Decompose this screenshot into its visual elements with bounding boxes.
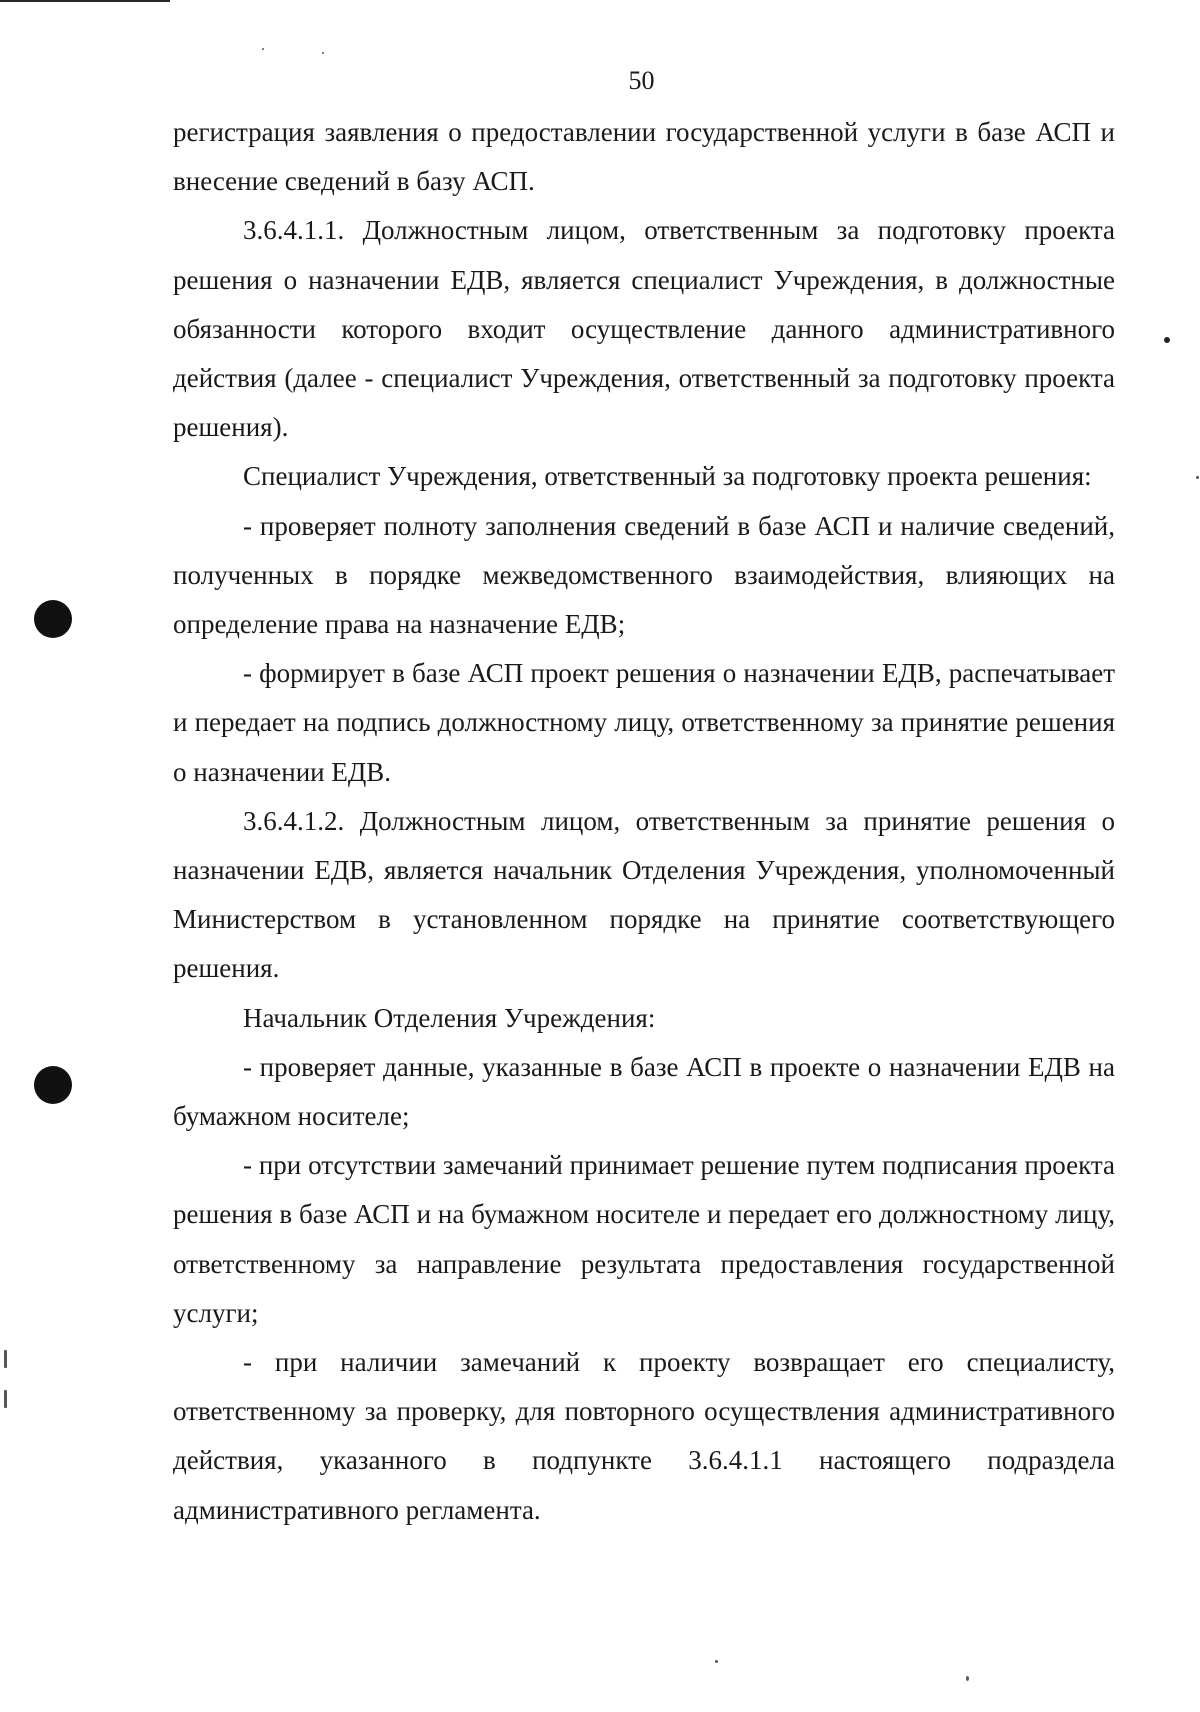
scan-speck: [322, 52, 324, 54]
document-body: [173, 108, 1115, 1535]
scan-speck: [715, 1660, 718, 1663]
scan-edge-line: [0, 0, 170, 2]
paragraph-specialist-forms: - формирует в базе АСП проект решения о назначении ЕДВ, распечатывает и передает на подпись должностному лицу, ответственному за принятие решения о назначении ЕДВ.: [173, 658, 1115, 787]
paragraph-3-6-4-1-1: 3.6.4.1.1. Должностным лицом, ответственным за подготовку проекта решения о назначении ЕДВ, является специалист Учреждения, в должностные обязанности которого входит осуществление данного административного действия (далее - специалист Учреждения, ответственный за подготовку проекта решения).: [173, 215, 1115, 443]
scan-speck: [262, 48, 264, 50]
page-number: 50: [628, 66, 655, 95]
paragraph-specialist-checks: - проверяет полноту заполнения сведений в базе АСП и наличие сведений, полученных в порядке межведомственного взаимодействия, влияющих на определение права на назначение ЕДВ;: [173, 510, 1115, 640]
punch-hole-icon: [34, 600, 72, 638]
paragraph-head-checks: - проверяет данные, указанные в базе АСП в проекте о назначении ЕДВ на бумажном носителе;: [173, 1051, 1115, 1132]
paragraph-head-intro: Начальник Отделения Учреждения:: [243, 1002, 656, 1033]
scan-speck: [1196, 476, 1199, 479]
paragraph-3-6-4-1-2: 3.6.4.1.2. Должностным лицом, ответственным за принятие решения о назначении ЕДВ, является начальник Отделения Учреждения, уполномоченный Министерством в установленном порядке на принятие соответствующего решения.: [173, 805, 1115, 984]
scan-speck: [966, 1676, 969, 1681]
scan-speck: [1164, 337, 1170, 343]
scan-speck: [4, 1390, 7, 1408]
paragraph-head-approves: - при отсутствии замечаний принимает решение путем подписания проекта решения в базе АСП и на бумажном носителе и передает его должностному лицу, ответственному за направление результата предоставления государственной услуги;: [173, 1150, 1115, 1328]
paragraph-registration: регистрация заявления о предоставлении государственной услуги в базе АСП и внесение сведений в базу АСП.: [173, 117, 1115, 197]
scan-speck: [4, 1350, 7, 1368]
paragraph-head-returns: - при наличии замечаний к проекту возвращает его специалисту, ответственному за проверку, для повторного осуществления административного действия, указанного в подпункте 3.6.4.1.1 настоящего подраздела административного регламента.: [173, 1347, 1115, 1525]
punch-hole-icon: [34, 1066, 72, 1104]
paragraph-specialist-intro: Специалист Учреждения, ответственный за подготовку проекта решения:: [243, 461, 1092, 492]
